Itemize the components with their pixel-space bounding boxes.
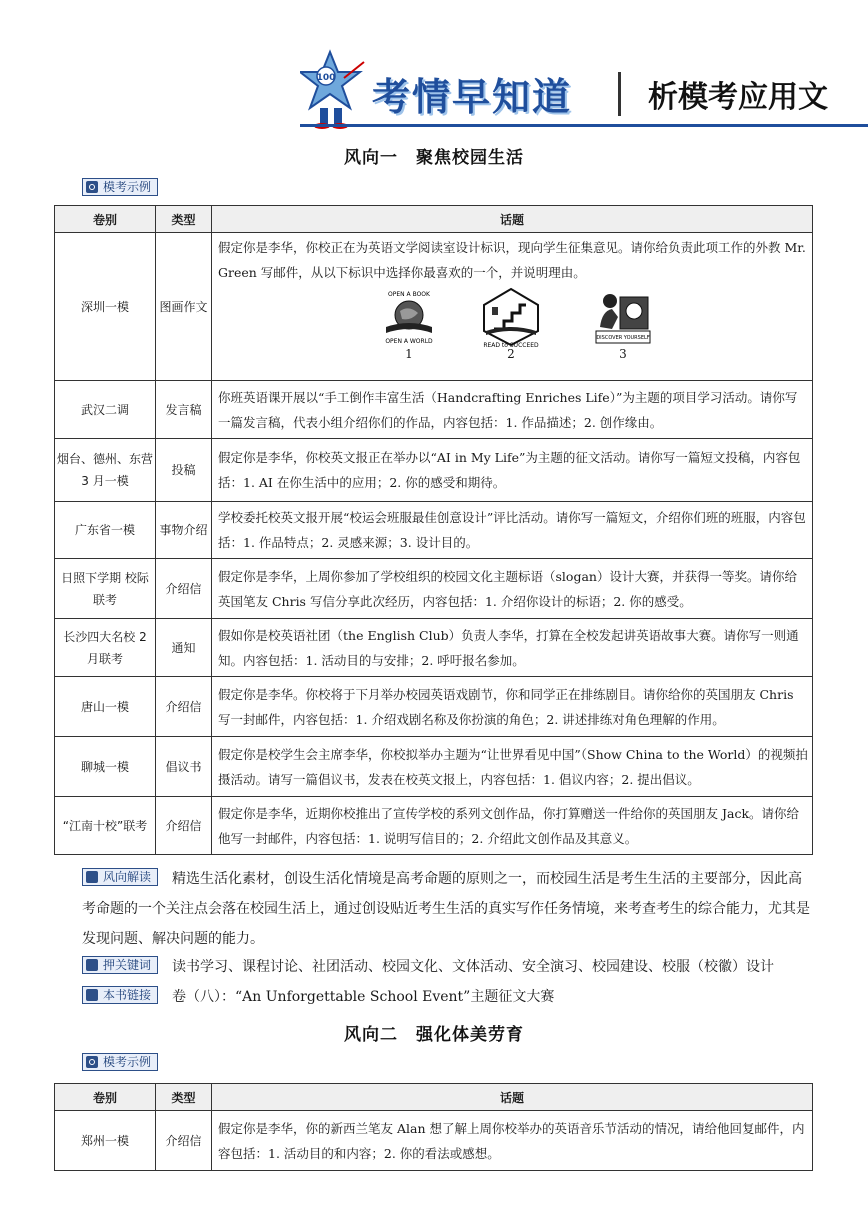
section1-title: 风向一 聚焦校园生活	[344, 148, 524, 168]
col-header-topic: 话题	[212, 206, 813, 233]
pen-icon	[86, 959, 98, 971]
keywords-tag	[82, 956, 158, 974]
table-row	[55, 619, 813, 677]
col-header-type: 类型	[156, 206, 212, 233]
book-link-tag	[82, 986, 158, 1004]
section2-table	[54, 1083, 813, 1171]
type-cell: 图画作文	[156, 233, 212, 381]
topic-cell: 假定你是李华，近期你校推出了宣传学校的系列文创作品，你打算赠送一件给你的英国朋友 Jack。请你给他写一封邮件，内容包括：1. 说明写信目的；2. 介绍此文创作品及其意义。	[212, 797, 813, 855]
topic-cell	[212, 233, 813, 381]
logo-options	[218, 287, 808, 361]
paper-cell: 聊城一模	[55, 737, 156, 797]
table-row	[55, 1111, 813, 1171]
logo1-bottom-caption: OPEN A WORLD	[385, 338, 433, 345]
table-row	[55, 559, 813, 619]
paper-cell: 日照下学期 校际联考	[55, 559, 156, 619]
stairs-trophy-logo-icon	[480, 287, 542, 349]
paper-cell: 郑州一模	[55, 1111, 156, 1171]
type-cell: 介绍信	[156, 1111, 212, 1171]
type-cell: 事物介绍	[156, 502, 212, 559]
paper-cell: 唐山一模	[55, 677, 156, 737]
paper-cell: 深圳一模	[55, 233, 156, 381]
table-row	[55, 737, 813, 797]
type-cell: 介绍信	[156, 797, 212, 855]
topic-cell: 假定你是李华，上周你参加了学校组织的校园文化主题标语（slogan）设计大赛，并获得一等奖。请你给英国笔友 Chris 写信分享此次经历，内容包括：1. 介绍你设计的标语；2. 你的感受。	[212, 559, 813, 619]
pen-icon	[86, 181, 98, 193]
table-row	[55, 502, 813, 559]
logo1-top-caption: OPEN A BOOK	[388, 291, 430, 298]
interpretation-text: 精选生活化素材，创设生活化情境是高考命题的原则之一，而校园生活是考生生活的主要部分，因此高考命题的一个关注点会落在校园生活上，通过创设贴近考生生活的真实写作任务情境，来考查考生的综合能力，尤其是发现问题、解决问题的能力。	[82, 871, 810, 947]
book-link-line	[82, 986, 812, 1008]
mascot-badge: 100	[316, 73, 336, 83]
logo-option-1	[378, 287, 440, 361]
banner-title: 考情早知道	[372, 75, 573, 119]
keywords-text: 读书学习、课程讨论、社团活动、校园文化、文体活动、安全演习、校园建设、校服（校徽）设计	[172, 959, 775, 975]
topic-cell: 假定你是李华，你校英文报正在举办以“AI in My Life”为主题的征文活动。请你写一篇短文投稿，内容包括：1. AI 在你生活中的应用；2. 你的感受和期待。	[212, 439, 813, 502]
table-header-row	[55, 1084, 813, 1111]
star-mascot-icon	[300, 48, 368, 130]
section1-example-tag	[82, 178, 158, 196]
table-row	[55, 677, 813, 737]
col-header-type: 类型	[156, 1084, 212, 1111]
reader-book-logo-icon	[592, 287, 654, 349]
banner-subtitle: 析模考应用文	[648, 80, 828, 115]
keywords-line	[82, 956, 812, 978]
section2-title: 风向二 强化体美劳育	[344, 1025, 524, 1045]
book-link-text: 卷（八）：“An Unforgettable School Event”主题征文大赛	[172, 989, 555, 1005]
logo1-number: 1	[405, 347, 413, 361]
col-header-topic: 话题	[212, 1084, 813, 1111]
logo-option-2	[480, 287, 542, 361]
logo3-caption: DISCOVER YOURSELF	[596, 335, 650, 341]
interpretation-paragraph	[82, 864, 812, 954]
topic-cell: 你班英语课开展以“手工倒作丰富生活（Handcrafting Enriches Life）”为主题的项目学习活动。请你写一篇发言稿，代表小组介绍你们的作品，内容包括：1. 作品描述；2. 创作缘由。	[212, 381, 813, 439]
banner-rule	[300, 124, 868, 127]
tag-label: 风向解读	[103, 870, 152, 884]
logo2-caption: READ to SUCCEED	[483, 342, 539, 349]
section2-example-tag	[82, 1053, 158, 1071]
pen-icon	[86, 1056, 98, 1068]
interpretation-tag	[82, 868, 158, 886]
type-cell: 通知	[156, 619, 212, 677]
tag-label: 本书链接	[103, 988, 152, 1002]
paper-cell: 烟台、德州、东营 3 月一模	[55, 439, 156, 502]
table-row	[55, 797, 813, 855]
banner-divider	[618, 72, 621, 116]
book-globe-logo-icon	[378, 287, 440, 349]
paper-cell: 广东省一模	[55, 502, 156, 559]
paper-cell: 武汉二调	[55, 381, 156, 439]
type-cell: 介绍信	[156, 559, 212, 619]
topic-cell: 假定你是李华。你校将于下月举办校园英语戏剧节，你和同学正在排练剧目。请你给你的英国朋友 Chris 写一封邮件，内容包括：1. 介绍戏剧名称及你扮演的角色；2. 讲述排练对角色理解的作用。	[212, 677, 813, 737]
logo2-number: 2	[507, 347, 515, 361]
tag-label: 押关键词	[103, 958, 152, 972]
pen-icon	[86, 871, 98, 883]
pen-icon	[86, 989, 98, 1001]
type-cell: 介绍信	[156, 677, 212, 737]
type-cell: 发言稿	[156, 381, 212, 439]
page-header	[0, 0, 868, 140]
topic-cell: 假定你是李华，你的新西兰笔友 Alan 想了解上周你校举办的英语音乐节活动的情况，请给他回复邮件，内容包括：1. 活动目的和内容；2. 你的看法或感想。	[212, 1111, 813, 1171]
tag-label: 模考示例	[103, 180, 152, 194]
table-row	[55, 439, 813, 502]
logo3-number: 3	[619, 347, 627, 361]
topic-text: 假定你是李华，你校正在为英语文学阅读室设计标识，现向学生征集意见。请你给负责此项工作的外教 Mr. Green 写邮件，从以下标识中选择你最喜欢的一个，并说明理由。	[218, 240, 806, 280]
col-header-paper: 卷别	[55, 1084, 156, 1111]
type-cell: 投稿	[156, 439, 212, 502]
logo-option-3	[592, 287, 654, 361]
type-cell: 倡议书	[156, 737, 212, 797]
paper-cell: 长沙四大名校 2 月联考	[55, 619, 156, 677]
table-header-row	[55, 206, 813, 233]
table-row	[55, 233, 813, 381]
col-header-paper: 卷别	[55, 206, 156, 233]
topic-cell: 假定你是校学生会主席李华，你校拟举办主题为“让世界看见中国”（Show China to the World）的视频拍摄活动。请写一篇倡议书，发表在校英文报上，内容包括：1. 倡议内容；2. 提出倡议。	[212, 737, 813, 797]
table-row	[55, 381, 813, 439]
paper-cell: “江南十校”联考	[55, 797, 156, 855]
section1-table	[54, 205, 813, 855]
topic-cell: 学校委托校英文报开展“校运会班服最佳创意设计”评比活动。请你写一篇短文，介绍你们班的班服，内容包括：1. 作品特点；2. 灵感来源；3. 设计目的。	[212, 502, 813, 559]
topic-cell: 假如你是校英语社团（the English Club）负责人李华，打算在全校发起讲英语故事大赛。请你写一则通知。内容包括：1. 活动目的与安排；2. 呼吁报名参加。	[212, 619, 813, 677]
tag-label: 模考示例	[103, 1055, 152, 1069]
